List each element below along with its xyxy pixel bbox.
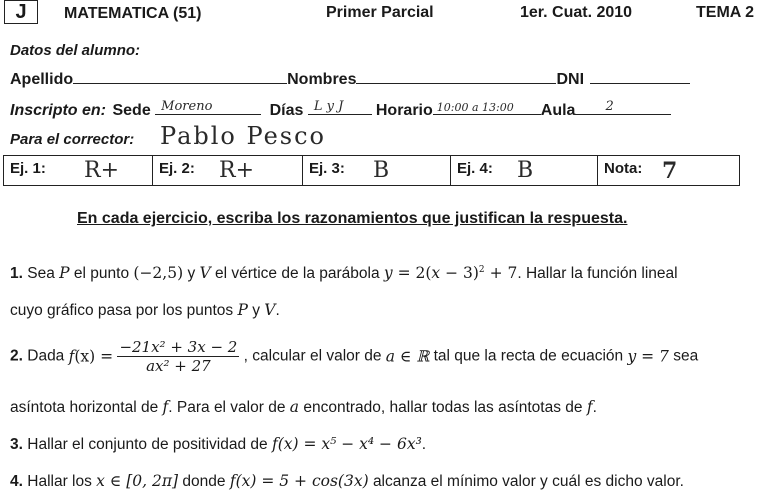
aula-value: 2	[605, 99, 614, 114]
exercise-3	[10, 435, 426, 454]
fraction-denominator: ax² + 27	[146, 357, 211, 375]
inscripto-row	[10, 99, 671, 120]
ex1-text: y	[187, 265, 196, 282]
grade-cell-ej1[interactable]	[4, 156, 153, 185]
grade-label: Ej. 1:	[10, 160, 46, 177]
ex1-text: .	[275, 302, 280, 319]
exam-letter-box	[4, 0, 38, 24]
grade-value: R+	[219, 158, 254, 183]
student-section-label: Datos del alumno:	[10, 42, 141, 59]
corrector-signature: Pablo Pesco	[160, 122, 326, 150]
inscripto-label: Inscripto en:	[10, 102, 107, 119]
var-V: V	[264, 301, 276, 319]
eq-part: − 3)	[440, 264, 479, 282]
ex3-text: Hallar el conjunto de positividad de	[27, 436, 268, 453]
sede-value: Moreno	[161, 99, 213, 114]
rational-fraction	[117, 338, 239, 375]
a-in-R: a ∈ ℝ	[385, 347, 430, 366]
eq-part: = 2(	[392, 264, 432, 282]
ex4-text: Hallar los	[27, 473, 92, 490]
cosine-expression: f(x) = 5 + cos(3x)	[229, 472, 369, 490]
corrector-label: Para el corrector:	[10, 131, 135, 148]
exercise-4	[10, 472, 684, 491]
func-f: f	[586, 398, 593, 416]
subject-title: MATEMATICA (51)	[64, 5, 202, 22]
final-grade-value: 7	[662, 158, 678, 184]
grade-cell-ej2[interactable]	[153, 156, 303, 185]
aula-field[interactable]	[575, 99, 671, 115]
ex1-text: . Hallar la función lineal	[517, 265, 678, 282]
var-P: P	[59, 264, 70, 282]
horario-field[interactable]	[433, 99, 541, 115]
dias-field[interactable]	[308, 99, 372, 115]
ex1-text: el vértice de la parábola	[215, 265, 380, 282]
exam-version: TEMA 2	[696, 4, 755, 21]
sede-field[interactable]	[155, 99, 261, 115]
ex2-text: sea	[673, 347, 699, 365]
eq-exponent: 2	[478, 264, 485, 275]
grade-value: B	[517, 158, 534, 183]
grades-table	[3, 155, 740, 186]
exercise-2	[10, 338, 698, 375]
ex1-text: el punto	[73, 265, 130, 282]
parabola-equation	[384, 265, 517, 282]
func-f: f	[68, 347, 75, 366]
apellido-row	[10, 68, 690, 89]
horario-value: 10:00 a 13:00	[436, 101, 514, 114]
instruction-heading: En cada ejercicio, escriba los razonamientos que justifican la respuesta.	[77, 210, 628, 227]
exercise-number: 1.	[10, 265, 23, 282]
interval-expression: x ∈ [0, 2π]	[96, 472, 179, 490]
dias-value: L y J	[313, 99, 344, 114]
func-f: f	[162, 398, 169, 416]
exercise-1-line2	[10, 301, 280, 320]
ex4-text: alcanza el mínimo valor y cuál es dicho valor.	[372, 473, 684, 490]
polynomial-expression: f(x) = x⁵ − x⁴ − 6x³	[271, 435, 422, 453]
eq-var-y: y	[383, 264, 393, 282]
var-P: P	[237, 301, 248, 319]
exercise-1	[10, 264, 678, 283]
dni-field[interactable]	[590, 68, 690, 84]
grade-label: Ej. 2:	[159, 160, 195, 177]
ex4-text: donde	[182, 473, 226, 490]
dias-label: Días	[269, 102, 304, 119]
nombres-field[interactable]	[356, 68, 556, 84]
ex1-text: Sea	[27, 265, 55, 282]
ex2-text: asíntota horizontal de	[10, 399, 159, 416]
apellido-label: Apellido	[10, 71, 74, 88]
apellido-field[interactable]	[73, 68, 287, 84]
ex2-text: tal que la recta de ecuación	[433, 347, 624, 365]
line-y7: y = 7	[627, 347, 669, 366]
ex2-text: . Para el valor de	[168, 399, 286, 416]
func-arg: (x) =	[74, 347, 114, 366]
point-coords: (−2,5)	[133, 264, 184, 282]
grade-value: B	[373, 158, 390, 183]
eq-var-x: x	[431, 264, 441, 282]
ex2-text: Dada	[27, 347, 65, 365]
exam-letter: J	[15, 1, 27, 23]
exercise-2-line2	[10, 398, 597, 417]
grade-label: Ej. 3:	[309, 160, 345, 177]
exam-term: 1er. Cuat. 2010	[520, 4, 633, 21]
ex2-text: , calcular el valor de	[243, 347, 382, 365]
eq-part: + 7	[484, 264, 518, 282]
var-V: V	[199, 264, 211, 282]
grade-value: R+	[84, 158, 119, 183]
ex1-text: y	[252, 302, 260, 319]
ex1-text: cuyo gráfico pasa por los puntos	[10, 302, 234, 319]
aula-label: Aula	[540, 102, 576, 119]
grade-cell-nota[interactable]	[598, 156, 739, 185]
exercise-number: 3.	[10, 436, 23, 453]
grade-cell-ej4[interactable]	[451, 156, 598, 185]
grade-label: Nota:	[604, 160, 643, 177]
exam-title: Primer Parcial	[326, 4, 434, 21]
var-a: a	[289, 398, 300, 416]
dni-label: DNI	[556, 71, 585, 88]
ex2-text: .	[592, 399, 597, 416]
horario-label: Horario	[375, 102, 433, 119]
fraction-numerator: −21x² + 3x − 2	[119, 338, 238, 356]
nombres-label: Nombres	[287, 71, 357, 88]
grade-cell-ej3[interactable]	[303, 156, 451, 185]
grade-label: Ej. 4:	[457, 160, 493, 177]
ex2-text: encontrado, hallar todas las asíntotas de	[303, 399, 583, 416]
sede-label: Sede	[112, 102, 151, 119]
exercise-number: 4.	[10, 473, 23, 490]
ex3-text: .	[421, 436, 427, 453]
exercise-number: 2.	[10, 347, 23, 365]
